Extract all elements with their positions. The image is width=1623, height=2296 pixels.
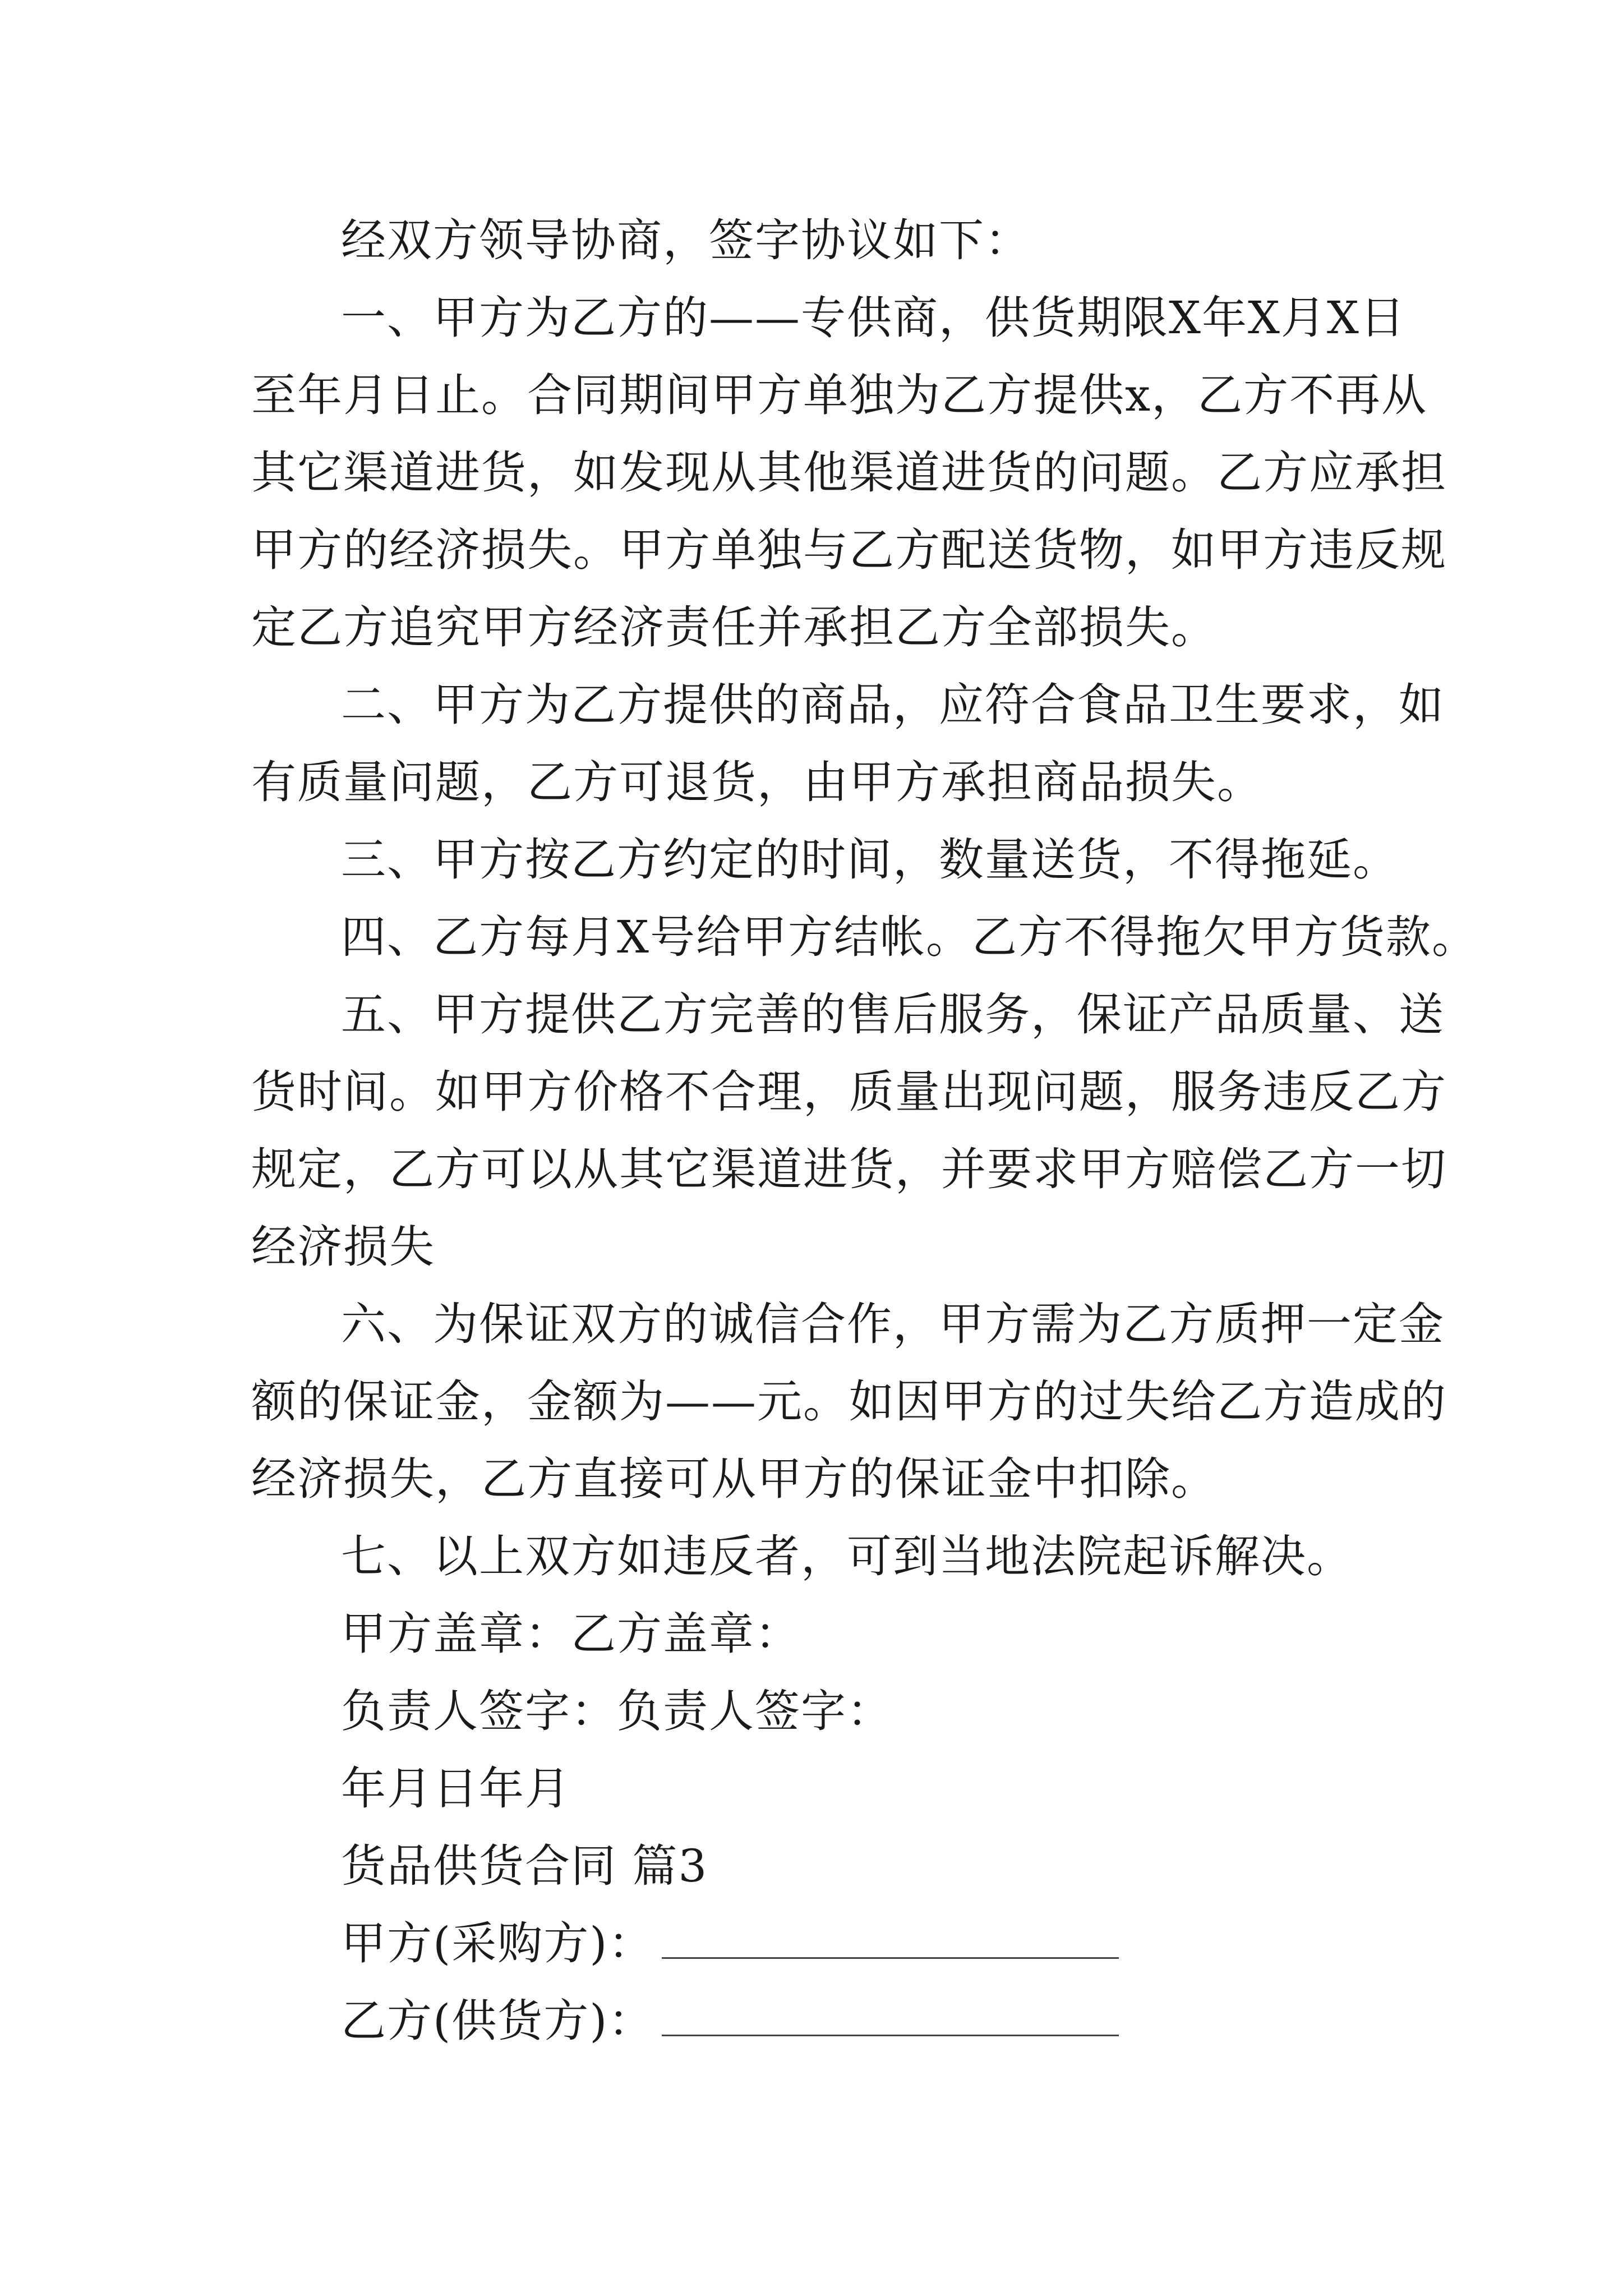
clause-1-line-3: 其它渠道进货，如发现从其他渠道进货的问题。乙方应承担	[251, 447, 1447, 499]
clause-2-line-1: 二、甲方为乙方提供的商品，应符合食品卫生要求，如	[341, 679, 1445, 731]
date-line: 年月日年月	[341, 1763, 571, 1815]
clause-4-line-1: 四、乙方每月X号给甲方结帐。乙方不得拖欠甲方货款。	[341, 911, 1478, 963]
intro-line: 经双方领导协商，签字协议如下：	[341, 214, 1031, 266]
clause-6-line-1: 六、为保证双方的诚信合作，甲方需为乙方质押一定金	[341, 1298, 1445, 1350]
party-b-row	[251, 1982, 1390, 2060]
clause-5-line-2: 货时间。如甲方价格不合理，质量出现问题，服务违反乙方	[251, 1066, 1447, 1118]
clause-1-line-2: 至年月日止。合同期间甲方单独为乙方提供x，乙方不再从	[251, 369, 1428, 421]
clause-2-line-2: 有质量问题，乙方可退货，由甲方承担商品损失。	[251, 756, 1263, 808]
clause-7-line-1: 七、以上双方如违反者，可到当地法院起诉解决。	[341, 1530, 1353, 1582]
party-b-label: 乙方(供货方)：	[341, 1995, 654, 2047]
clause-1-line-4: 甲方的经济损失。甲方单独与乙方配送货物，如甲方违反规	[251, 524, 1447, 576]
party-a-row	[251, 1905, 1390, 1982]
signature-line: 负责人签字：负责人签字：	[341, 1685, 893, 1737]
document-page	[251, 202, 1478, 2060]
clause-6-line-2: 额的保证金，金额为——元。如因甲方的过失给乙方造成的	[251, 1375, 1447, 1428]
clause-5-line-4: 经济损失	[251, 1221, 435, 1273]
party-b-blank	[662, 2001, 1119, 2036]
clause-3-line-1: 三、甲方按乙方约定的时间，数量送货，不得拖延。	[341, 834, 1399, 886]
party-a-blank	[662, 1924, 1119, 1959]
clause-5-line-3: 规定，乙方可以从其它渠道进货，并要求甲方赔偿乙方一切	[251, 1143, 1447, 1195]
clause-1-line-1: 一、甲方为乙方的——专供商，供货期限X年X月X日	[341, 292, 1406, 344]
clause-1-line-5: 定乙方追究甲方经济责任并承担乙方全部损失。	[251, 601, 1217, 654]
party-a-label: 甲方(采购方)：	[341, 1917, 654, 1970]
clause-5-line-1: 五、甲方提供乙方完善的售后服务，保证产品质量、送	[341, 988, 1445, 1041]
clause-6-line-3: 经济损失，乙方直接可从甲方的保证金中扣除。	[251, 1453, 1217, 1505]
seal-line: 甲方盖章：乙方盖章：	[341, 1608, 801, 1660]
section-heading: 货品供货合同 篇3	[341, 1840, 708, 1892]
